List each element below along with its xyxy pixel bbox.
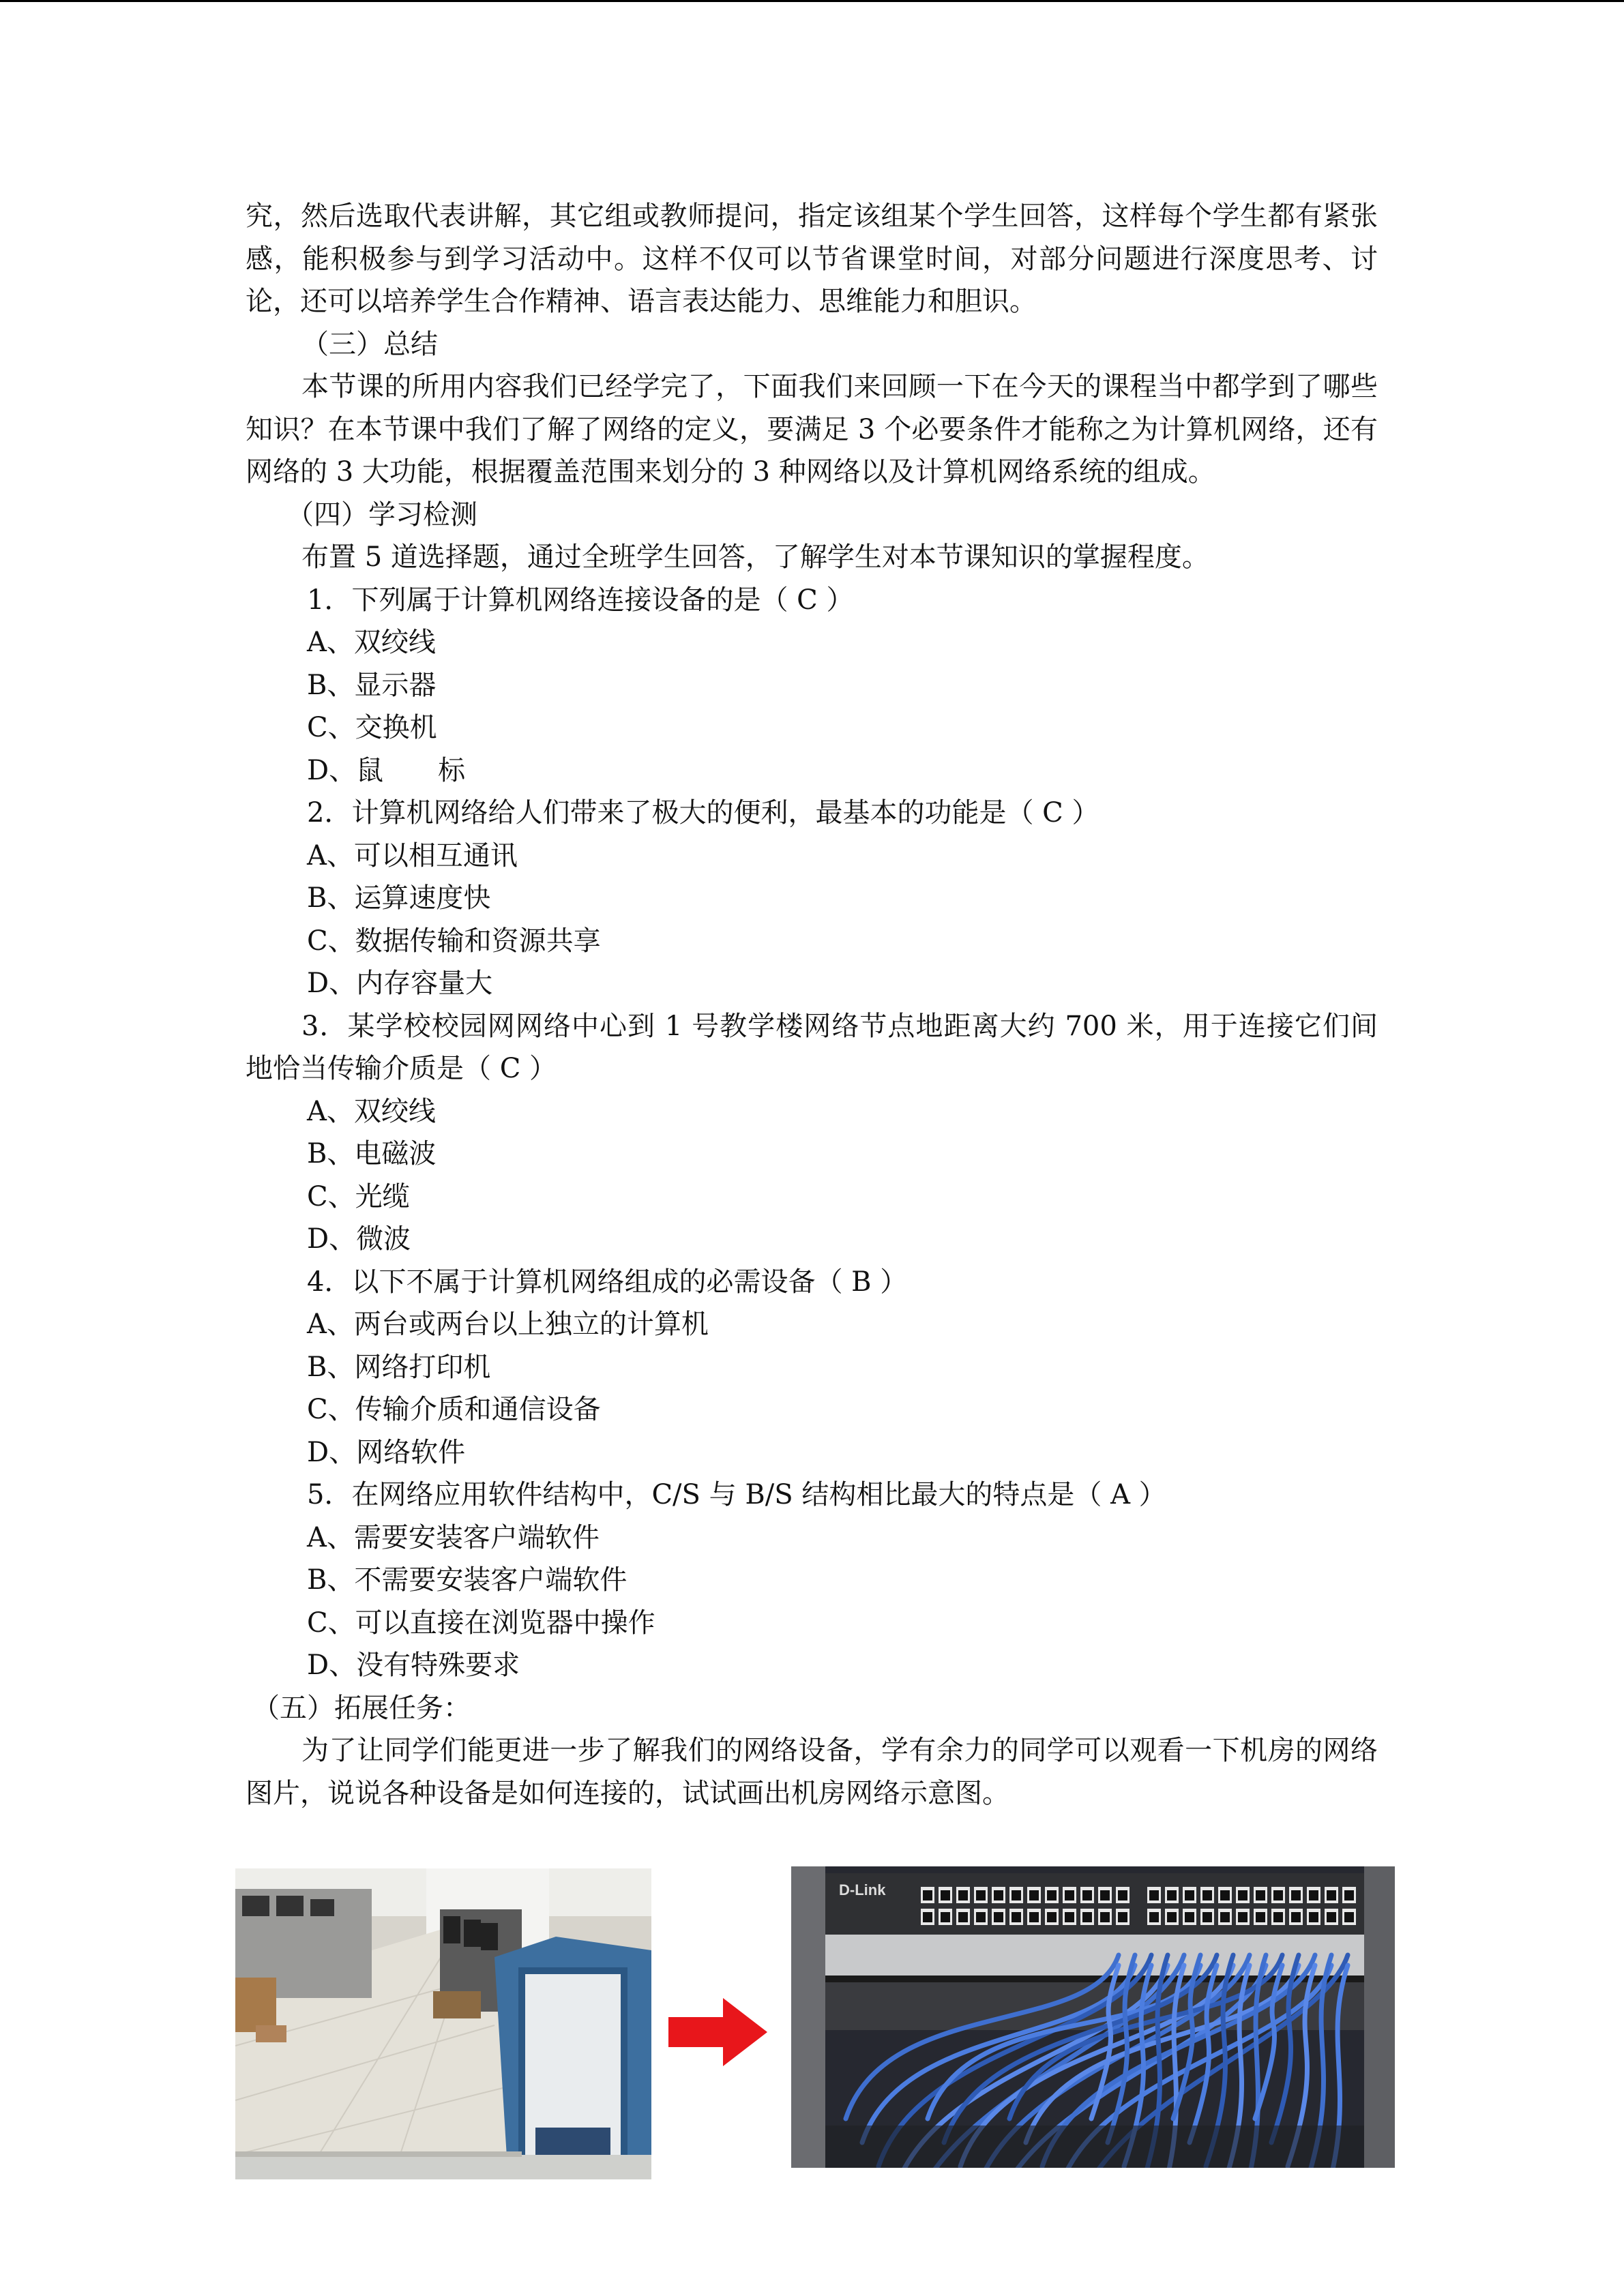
- question-2: [246, 792, 1378, 1005]
- option: C、交换机: [307, 712, 437, 743]
- arrow-right-icon: [668, 1998, 767, 2066]
- option: A、双绞线: [307, 1095, 436, 1127]
- option: C、数据传输和资源共享: [307, 925, 601, 957]
- document-body: [246, 195, 1378, 1815]
- option: D、微波: [307, 1223, 411, 1255]
- question-5: [246, 1474, 1378, 1687]
- option: A、需要安装客户端软件: [307, 1521, 600, 1553]
- question-text: 5．在网络应用软件结构中，C/S 与 B/S 结构相比最大的特点是（ A ）: [307, 1479, 1166, 1510]
- page-top-border: [0, 0, 1624, 2]
- option: D、没有特殊要求: [307, 1650, 520, 1681]
- paragraph-summary: 本节课的所用内容我们已经学完了，下面我们来回顾一下在今天的课程当中都学到了哪些知识？在本节课中我们了解了网络的定义，要满足 3 个必要条件才能称之为计算机网络，还有网络的 3 大功能，根据覆盖范围来划分的 3 种网络以及计算机网络系统的组成。: [246, 371, 1378, 488]
- option: D、内存容量大: [307, 968, 493, 999]
- option: A、两台或两台以上独立的计算机: [307, 1309, 709, 1340]
- paragraph-extension: 为了让同学们能更进一步了解我们的网络设备，学有余力的同学可以观看一下机房的网络图片，说说各种设备是如何连接的，试试画出机房网络示意图。: [246, 1735, 1378, 1809]
- question-3: [246, 1005, 1378, 1261]
- option: C、光缆: [307, 1180, 410, 1212]
- option: D、网络软件: [307, 1436, 466, 1468]
- heading-extension: （五）拓展任务：: [252, 1692, 471, 1724]
- question-text: 2．计算机网络给人们带来了极大的便利，最基本的功能是（ C ）: [307, 797, 1099, 829]
- option: B、运算速度快: [307, 882, 491, 914]
- heading-summary: （三）总结: [301, 328, 438, 360]
- option: A、双绞线: [307, 627, 436, 658]
- option: C、可以直接在浏览器中操作: [307, 1607, 655, 1639]
- option: D、鼠 标: [307, 754, 466, 786]
- paragraph-discussion: 究，然后选取代表讲解，其它组或教师提问，指定该组某个学生回答，这样每个学生都有紧张感，能积极参与到学习活动中。这样不仅可以节省课堂时间，对部分问题进行深度思考、讨论，还可以培养学生合作精神、语言表达能力、思维能力和胆识。: [246, 200, 1378, 317]
- option: B、电磁波: [307, 1138, 437, 1169]
- network-switch-photo: [791, 1866, 1395, 2168]
- paragraph-quiz-intro: 布置 5 道选择题，通过全班学生回答，了解学生对本节课知识的掌握程度。: [301, 541, 1209, 573]
- question-1: [246, 579, 1378, 792]
- question-text: 1．下列属于计算机网络连接设备的是（ C ）: [307, 584, 854, 616]
- option: C、传输介质和通信设备: [307, 1394, 601, 1425]
- question-text: 4．以下不属于计算机网络组成的必需设备（ B ）: [307, 1266, 908, 1298]
- question-text: 3．某学校校园网网络中心到 1 号教学楼网络节点地距离大约 700 米，用于连接它们间地恰当传输介质是（ C ）: [246, 1010, 1378, 1084]
- question-4: [246, 1261, 1378, 1474]
- option: A、可以相互通讯: [307, 839, 518, 871]
- option: B、显示器: [307, 669, 437, 701]
- heading-quiz: （四）学习检测: [286, 498, 477, 531]
- option: B、不需要安装客户端软件: [307, 1564, 628, 1596]
- computer-lab-photo: [235, 1868, 651, 2179]
- switch-brand-label: D-Link: [839, 1881, 886, 1898]
- option: B、网络打印机: [307, 1351, 491, 1383]
